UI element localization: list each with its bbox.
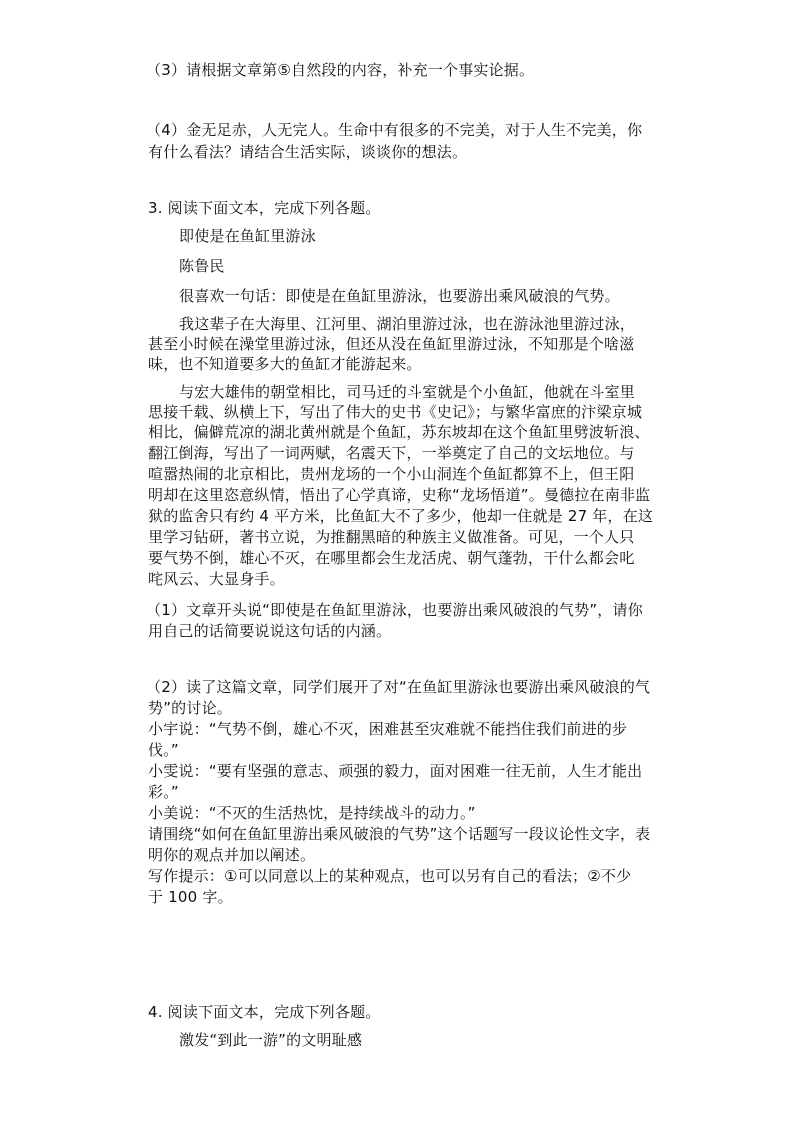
q4-article-title: 激发“到此一游”的文明耻感 (179, 1031, 363, 1049)
q3-item2-line: 明你的观点并加以阐述。 (148, 846, 316, 864)
q3-item2-line: 小宇说：“气势不倒，雄心不灭，困难甚至灾难就不能挡住我们前进的步 (148, 720, 628, 738)
q3-para3-line: 相比，偏僻荒凉的湖北黄州就是个鱼缸，苏东坡却在这个鱼缸里劈波斩浪、 (148, 423, 650, 441)
q3-para3-line: 翻江倒海，写出了一词两赋，名震天下，一举奠定了自己的文坛地位。与 (148, 444, 635, 462)
q3-para3-line: 里学习钻研，著书立说，为推翻黑暗的种族主义做准备。可见，一个人只 (148, 528, 635, 546)
q3-item2-line: 彩。” (148, 783, 179, 801)
q3-para3-line: 咤风云、大显身手。 (148, 570, 285, 588)
q3-item2-line: 势”的讨论。 (148, 699, 232, 717)
q2-item3-line: （3）请根据文章第⑤自然段的内容，补充一个事实论据。 (146, 61, 535, 79)
q3-item2-line: 伐。” (148, 741, 179, 759)
q3-para3-line: 明却在这里恣意纵情，悟出了心学真谛，史称“龙场悟道”。曼德拉在南非监 (148, 486, 651, 504)
q3-item1-line: （1）文章开头说“即使是在鱼缸里游泳，也要游出乘风破浪的气势”，请你 (146, 601, 643, 619)
q3-para3-line: 喧嚣热闹的北京相比，贵州龙场的一个小山洞连个鱼缸都算不上，但王阳 (148, 465, 635, 483)
q4-heading: 4. 阅读下面文本，完成下列各题。 (148, 1003, 381, 1021)
q3-para1-line: 很喜欢一句话：即使是在鱼缸里游泳，也要游出乘风破浪的气势。 (179, 287, 620, 305)
q3-item2-line: （2）读了这篇文章，同学们展开了对“在鱼缸里游泳也要游出乘风破浪的气 (146, 678, 651, 696)
q3-para2-line: 甚至小时候在澡堂里游过泳，但还从没在鱼缸里游过泳，不知那是个啥滋 (148, 335, 635, 353)
q3-item2-line: 写作提示：①可以同意以上的某种观点，也可以另有自己的看法；②不少 (148, 867, 632, 885)
q3-item2-line: 于 100 字。 (148, 888, 233, 906)
q3-para3-line: 要气势不倒，雄心不灭，在哪里都会生龙活虎、朝气蓬勃，干什么都会叱 (148, 549, 635, 567)
q2-item4-line: （4）金无足赤，人无完人。生命中有很多的不完美，对于人生不完美，你 (146, 121, 643, 139)
q3-article-title: 即使是在鱼缸里游泳 (179, 227, 316, 245)
q3-heading: 3. 阅读下面文本，完成下列各题。 (148, 199, 381, 217)
q3-item2-line: 小雯说：“要有坚强的意志、顽强的毅力，面对困难一往无前，人生才能出 (148, 762, 643, 780)
q3-para2-line: 味，也不知道要多大的鱼缸才能游起来。 (148, 355, 422, 373)
q3-item2-line: 小美说：“不灭的生活热忱，是持续战斗的动力。” (148, 804, 476, 822)
q2-item4-line: 有什么看法？请结合生活实际，谈谈你的想法。 (148, 143, 468, 161)
q3-item1-line: 用自己的话简要说说这句话的内涵。 (148, 622, 392, 640)
q3-para3-line: 与宏大雄伟的朝堂相比，司马迁的斗室就是个小鱼缸，他就在斗室里 (179, 383, 636, 401)
q3-author: 陈鲁民 (179, 257, 225, 275)
q3-para3-line: 思接千载、纵横上下，写出了伟大的史书《史记》；与繁华富庶的汴梁京城 (148, 403, 643, 421)
q3-para3-line: 狱的监舍只有约 4 平方米，比鱼缸大不了多少，他却一住就是 27 年，在这 (148, 507, 654, 525)
q3-item2-line: 请围绕“如何在鱼缸里游出乘风破浪的气势”这个话题写一段议论性文字，表 (148, 825, 651, 843)
q3-para2-line: 我这辈子在大海里、江河里、湖泊里游过泳，也在游泳池里游过泳， (179, 315, 636, 333)
